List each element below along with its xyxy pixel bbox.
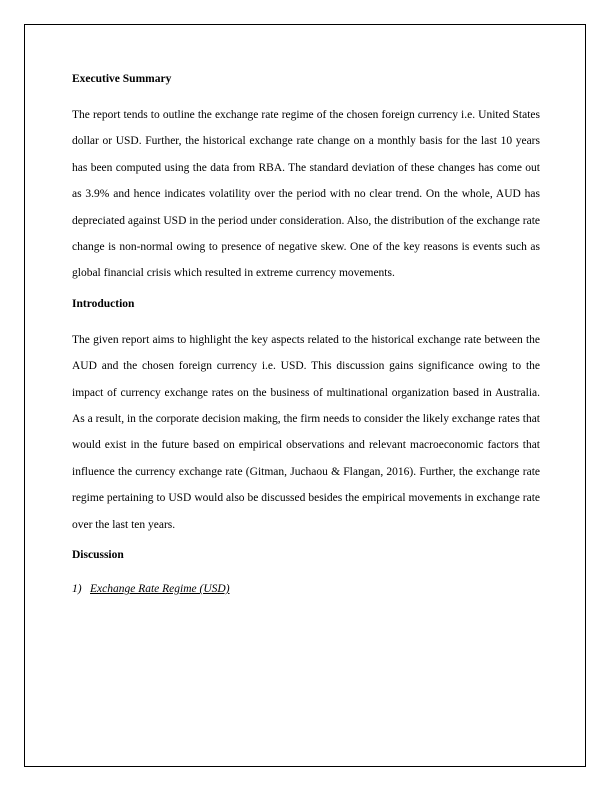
introduction-paragraph: The given report aims to highlight the key aspects related to the historical exchange rate between the AUD and the chosen foreign currency i.e. USD. This discussion gains significance owing to the impact of currency exchange rates on the business of multinational organization based in Australia. As a result, in the corporate decision making, the firm needs to consider the likely exchange rates that would exist in the future based on empirical observations and relevant macroeconomic factors that influence the currency exchange rate (Gitman, Juchaou & Flangan, 2016). Further, the exchange rate regime pertaining to USD would also be discussed besides the empirical movements in exchange rate over the last ten years. bbox=[72, 333, 540, 531]
introduction-heading: Introduction bbox=[72, 297, 135, 310]
document-body bbox=[72, 68, 540, 600]
subsection-title: Exchange Rate Regime (USD) bbox=[90, 583, 230, 596]
executive-summary-heading: Executive Summary bbox=[72, 73, 172, 85]
executive-summary-paragraph: The report tends to outline the exchange rate regime of the chosen foreign currency i.e. United States dollar or USD. Further, the historical exchange rate change on a monthly basis for the last 10 years has been computed using the data from RBA. The standard deviation of these changes has come out as 3.9% and hence indicates volatility over the period with no clear trend. On the whole, AUD has depreciated against USD in the period under consideration. Also, the distribution of the exchange rate change is non-normal owing to presence of negative skew. One of the key reasons is events such as global financial crisis which resulted in extreme currency movements. bbox=[72, 109, 540, 280]
subsection-heading bbox=[72, 578, 540, 600]
discussion-heading: Discussion bbox=[72, 549, 124, 562]
subsection-number: 1) bbox=[72, 583, 82, 596]
